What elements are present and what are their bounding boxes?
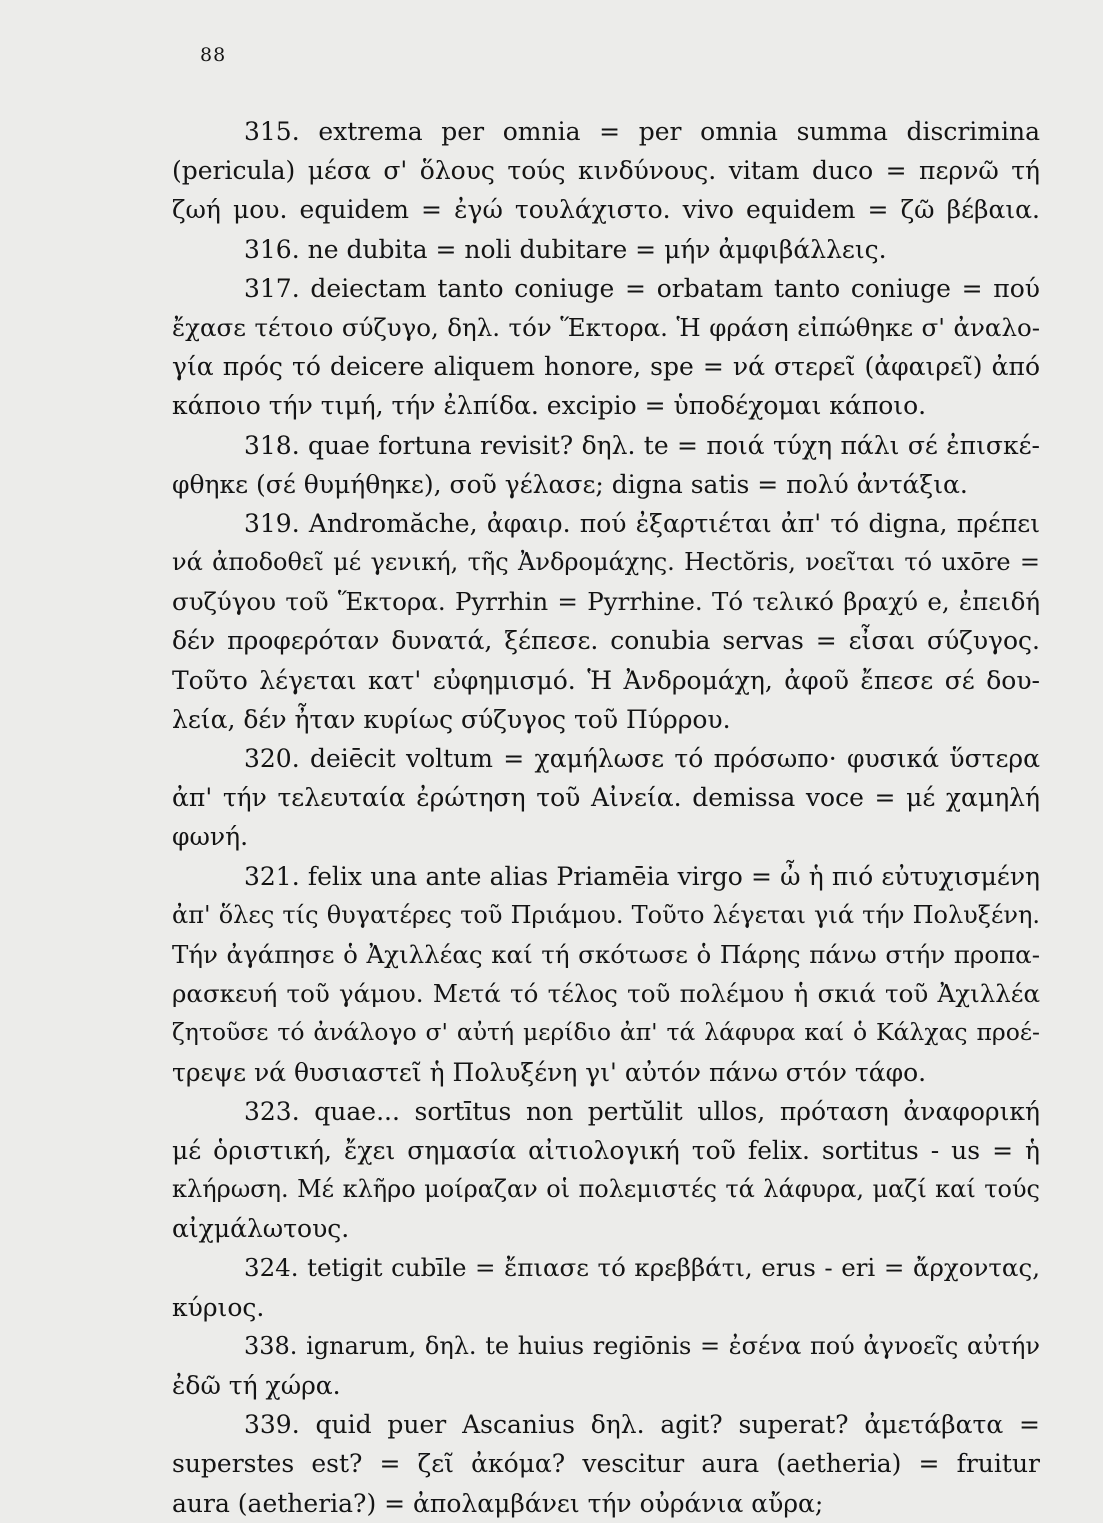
text-line: μέ ὁριστική, ἔχει σημασία αἰτιολογική τοῦ felix. sortitus - us = ἡ [172, 1135, 1040, 1165]
commentary-text [172, 112, 1040, 1523]
text-line: κύριος. [172, 1292, 265, 1322]
text-line: ρασκευή τοῦ γάμου. Μετά τό τέλος τοῦ πολέμου ἡ σκιά τοῦ Ἀχιλλέα [172, 979, 1040, 1009]
text-line: λεία, δέν ἦταν κυρίως σύζυγος τοῦ Πύρρου. [172, 704, 731, 734]
text-line: 316. ne dubita = noli dubitare = μήν ἀμφιβάλλεις. [244, 234, 887, 264]
text-line: 317. deiectam tanto coniuge = orbatam tanto coniuge = πού [244, 273, 1040, 303]
text-line: ζωή μου. equidem = ἐγώ τουλάχιστο. vivo equidem = ζῶ βέβαια. [172, 195, 1040, 225]
text-line: κλήρωση. Μέ κλῆρο μοίραζαν οἱ πολεμιστές τά λάφυρα, μαζί καί τούς [172, 1175, 1040, 1204]
text-line: aura (aetheria?) = ἀπολαμβάνει τήν οὐράνια αὔρα; [172, 1488, 824, 1518]
text-line: αἰχμάλωτους. [172, 1214, 350, 1244]
text-line: τρεψε νά θυσιαστεῖ ἡ Πολυξένη γι' αὐτόν πάνω στόν τάφο. [172, 1057, 927, 1087]
text-line: 338. ignarum, δηλ. te huius regiōnis = ἐσένα πού ἀγνοεῖς αὐτήν [244, 1331, 1040, 1360]
text-line: (pericula) μέσα σ' ὅλους τούς κινδύνους. vitam duco = περνῶ τή [172, 156, 1040, 186]
text-line: συζύγου τοῦ Ἕκτορα. Pyrrhin = Pyrrhine. Τό τελικό βραχύ e, ἐπειδή [172, 587, 1040, 617]
text-line: Τήν ἀγάπησε ὁ Ἀχιλλέας καί τή σκότωσε ὁ Πάρης πάνω στήν προπα- [172, 939, 1040, 969]
text-line: 339. quid puer Ascanius δηλ. agit? superat? ἀμετάβατα = [244, 1410, 1040, 1440]
text-line: 323. quae... sortītus non pertŭlit ullos, πρόταση ἀναφορική [244, 1096, 1040, 1126]
text-line: 320. deiēcit voltum = χαμήλωσε τό πρόσωπο· φυσικά ὕστερα [244, 744, 1040, 773]
text-line: 319. Andromăche, ἀφαιρ. πού ἐξαρτιέται ἀπ' τό digna, πρέπει [244, 508, 1040, 538]
text-line: ἐδῶ τή χώρα. [172, 1371, 341, 1400]
page-number: 88 [200, 44, 227, 66]
text-line: φθηκε (σέ θυμήθηκε), σοῦ γέλασε; digna satis = πολύ ἀντάξια. [172, 469, 968, 499]
text-line: νά ἀποδοθεῖ μέ γενική, τῆς Ἀνδρομάχης. Hectŏris, νοεῖται τό uxōre = [172, 548, 1040, 577]
text-line: ἀπ' τήν τελευταία ἐρώτηση τοῦ Αἰνεία. demissa voce = μέ χαμηλή [172, 783, 1040, 813]
text-line: ἔχασε τέτοιο σύζυγο, δηλ. τόν Ἕκτορα. Ἡ φράση εἰπώθηκε σ' ἀναλο- [172, 312, 1040, 342]
text-line: ζητοῦσε τό ἀνάλογο σ' αὐτή μερίδιο ἀπ' τά λάφυρα καί ὁ Κάλχας προέ- [172, 1018, 1040, 1047]
text-line: 324. tetigit cubīle = ἔπιασε τό κρεββάτι, erus - eri = ἄρχοντας, [244, 1253, 1040, 1283]
text-line: ἀπ' ὅλες τίς θυγατέρες τοῦ Πριάμου. Τοῦτο λέγεται γιά τήν Πολυξένη. [172, 900, 1040, 929]
text-line: φωνή. [172, 822, 249, 852]
text-line: Τοῦτο λέγεται κατ' εὐφημισμό. Ἡ Ἀνδρομάχη, ἀφοῦ ἔπεσε σέ δου- [172, 665, 1040, 695]
text-line: γία πρός τό deicere aliquem honore, spe = νά στερεῖ (ἀφαιρεῖ) ἀπό [172, 352, 1040, 382]
text-line: δέν προφερόταν δυνατά, ξέπεσε. conubia servas = εἶσαι σύζυγος. [172, 626, 1040, 656]
text-line: κάποιο τήν τιμή, τήν ἐλπίδα. excipio = ὑποδέχομαι κάποιο. [172, 391, 927, 421]
text-line: 321. felix una ante alias Priamēia virgo = ὦ ἡ πιό εὐτυχισμένη [244, 861, 1040, 891]
text-line: 318. quae fortuna revisit? δηλ. te = ποιά τύχη πάλι σέ ἐπισκέ- [244, 430, 1040, 460]
text-line: 315. extrema per omnia = per omnia summa discrimina [244, 117, 1040, 146]
text-line: superstes est? = ζεῖ ἀκόμα? vescitur aura (aetheria) = fruitur [172, 1449, 1040, 1479]
